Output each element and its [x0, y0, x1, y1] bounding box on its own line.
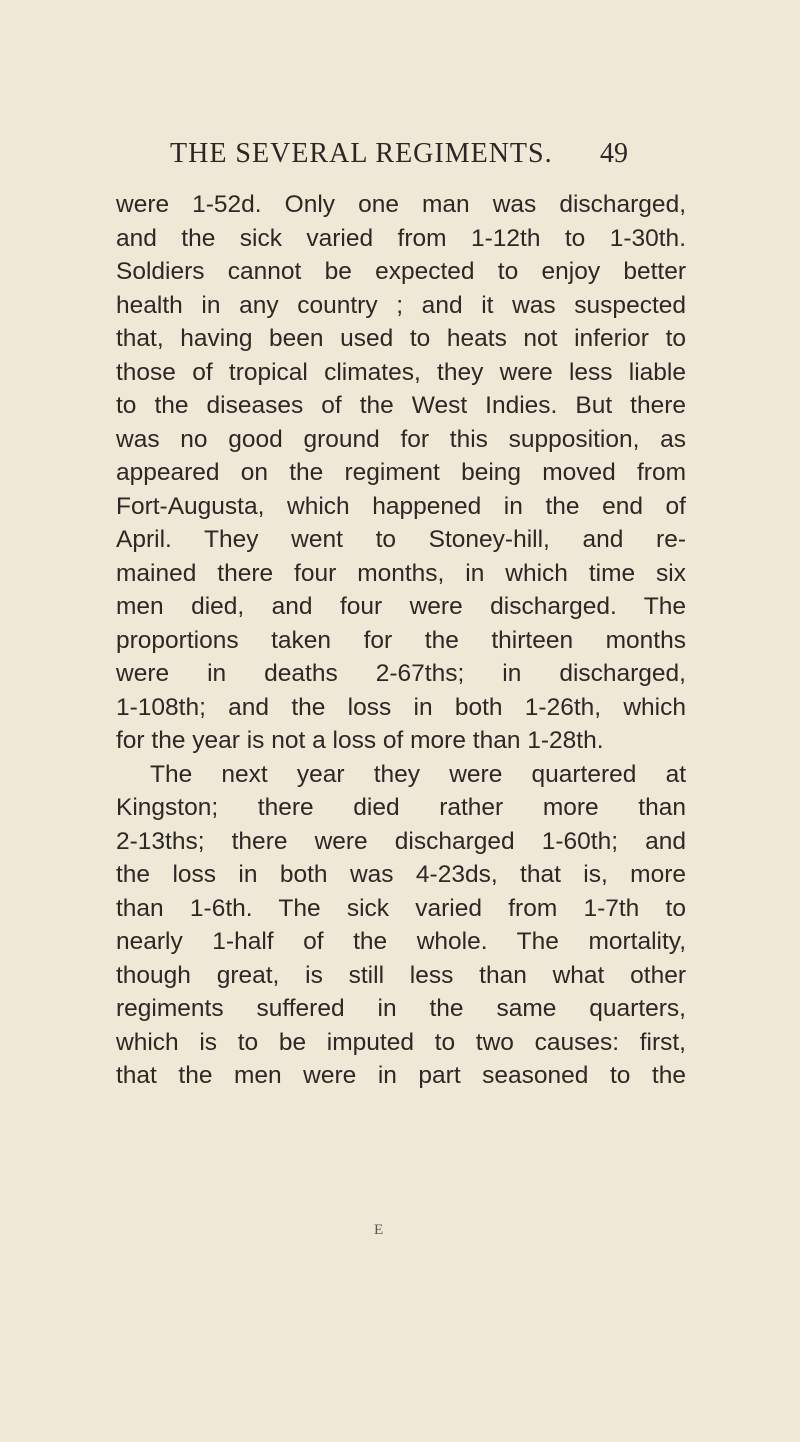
- text-line: The next year they were quartered at: [150, 760, 686, 788]
- text-line: Soldiers cannot be expected to enjoy better: [116, 258, 686, 285]
- text-line: appeared on the regiment being moved from: [116, 459, 686, 486]
- text-line: health in any country ; and it was suspected: [116, 291, 686, 319]
- text-line: to the diseases of the West Indies. But there: [116, 392, 686, 419]
- text-line: the loss in both was 4-23ds, that is, more: [116, 861, 686, 888]
- text-line: mained there four months, in which time six: [116, 559, 686, 587]
- text-line: that the men were in part seasoned to the: [116, 1062, 686, 1089]
- paragraph-1: [116, 188, 686, 758]
- page-number: 49: [600, 138, 628, 169]
- text-line: 1-108th; and the loss in both 1-26th, which: [116, 693, 686, 721]
- text-line: were in deaths 2-67ths; in discharged,: [116, 660, 686, 687]
- running-head: [0, 138, 800, 178]
- body-text: [116, 188, 686, 1093]
- paragraph-2: [116, 758, 686, 1093]
- text-line: were 1-52d. Only one man was discharged,: [116, 191, 686, 218]
- text-line: regiments suffered in the same quarters,: [116, 995, 686, 1022]
- text-line: those of tropical climates, they were less liable: [116, 358, 686, 386]
- text-line: was no good ground for this supposition, as: [116, 425, 686, 453]
- text-line: though great, is still less than what other: [116, 961, 686, 989]
- text-line: for the year is not a loss of more than 1-28th.: [116, 727, 604, 754]
- running-title: THE SEVERAL REGIMENTS.: [170, 138, 553, 169]
- text-line: Fort-Augusta, which happened in the end of: [116, 492, 686, 520]
- text-line: proportions taken for the thirteen months: [116, 626, 686, 654]
- signature-mark: E: [374, 1222, 384, 1238]
- text-line: 2-13ths; there were discharged 1-60th; and: [116, 827, 686, 855]
- text-line: men died, and four were discharged. The: [116, 593, 686, 620]
- text-line: which is to be imputed to two causes: first,: [116, 1028, 686, 1056]
- text-line: Kingston; there died rather more than: [116, 794, 686, 821]
- text-line: than 1-6th. The sick varied from 1-7th to: [116, 894, 686, 922]
- text-line: nearly 1-half of the whole. The mortality,: [116, 928, 686, 955]
- text-line: that, having been used to heats not inferior to: [116, 325, 686, 352]
- text-line: and the sick varied from 1-12th to 1-30th.: [116, 224, 686, 252]
- text-line: April. They went to Stoney-hill, and re-: [116, 526, 686, 553]
